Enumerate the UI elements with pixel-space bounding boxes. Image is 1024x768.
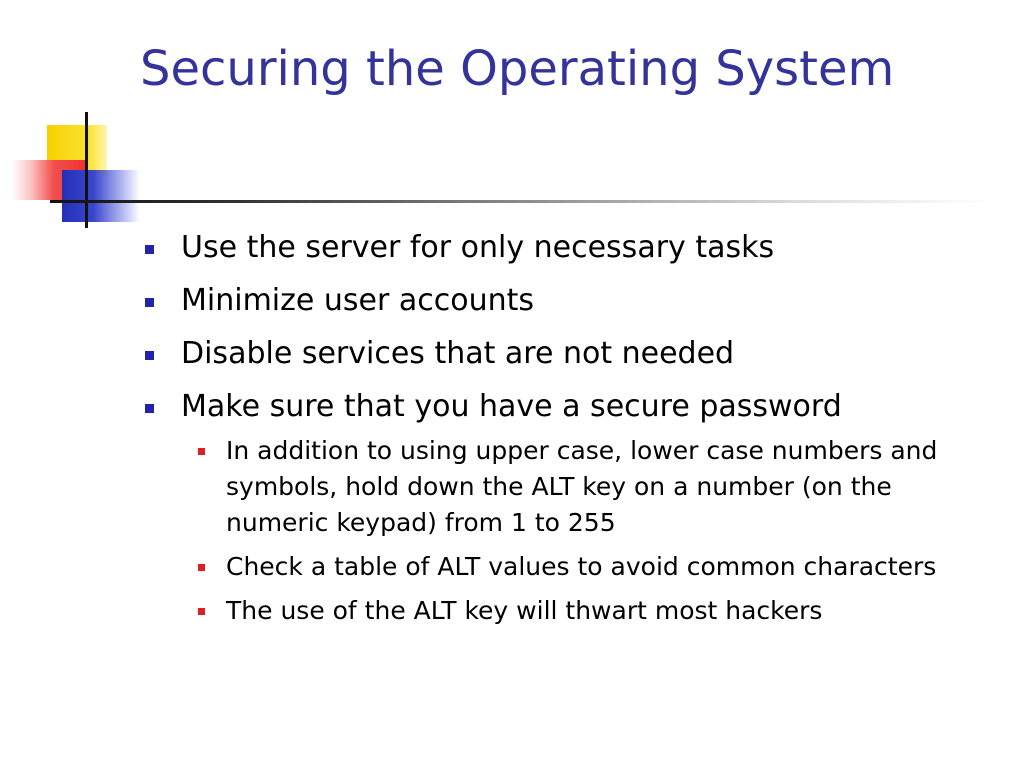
bullet-text: Disable services that are not needed (181, 336, 735, 371)
sub-bullet-square-icon (198, 608, 205, 615)
logo-blue-square (62, 170, 140, 222)
sub-bullet-text: Check a table of ALT values to avoid common characters (226, 552, 937, 581)
bullet-text: Minimize user accounts (181, 283, 534, 318)
bullet-item (140, 229, 1000, 267)
title-divider-line (50, 200, 990, 203)
sub-bullet-item (185, 549, 1000, 585)
bullet-item (140, 388, 1000, 426)
bullet-text: Make sure that you have a secure password (181, 389, 842, 424)
bullet-square-icon (145, 298, 154, 307)
bullet-item (140, 335, 1000, 373)
sub-bullet-list (185, 433, 1000, 629)
bullet-square-icon (145, 351, 154, 360)
bullet-square-icon (145, 404, 154, 413)
sub-bullet-square-icon (198, 564, 205, 571)
bullet-item (140, 282, 1000, 320)
sub-bullet-item (185, 593, 1000, 629)
sub-bullet-item (185, 433, 1000, 541)
corner-logo (0, 0, 140, 240)
slide-content (140, 229, 1000, 637)
bullet-text: Use the server for only necessary tasks (181, 230, 775, 265)
sub-bullet-square-icon (198, 448, 205, 455)
slide-title: Securing the Operating System (140, 41, 895, 97)
sub-bullet-text: In addition to using upper case, lower case numbers and symbols, hold down the ALT key on a number (on the numeric keypad) from 1 to 255 (226, 436, 938, 537)
sub-bullet-text: The use of the ALT key will thwart most hackers (226, 596, 823, 625)
logo-vertical-line (85, 112, 88, 228)
bullet-square-icon (145, 245, 154, 254)
